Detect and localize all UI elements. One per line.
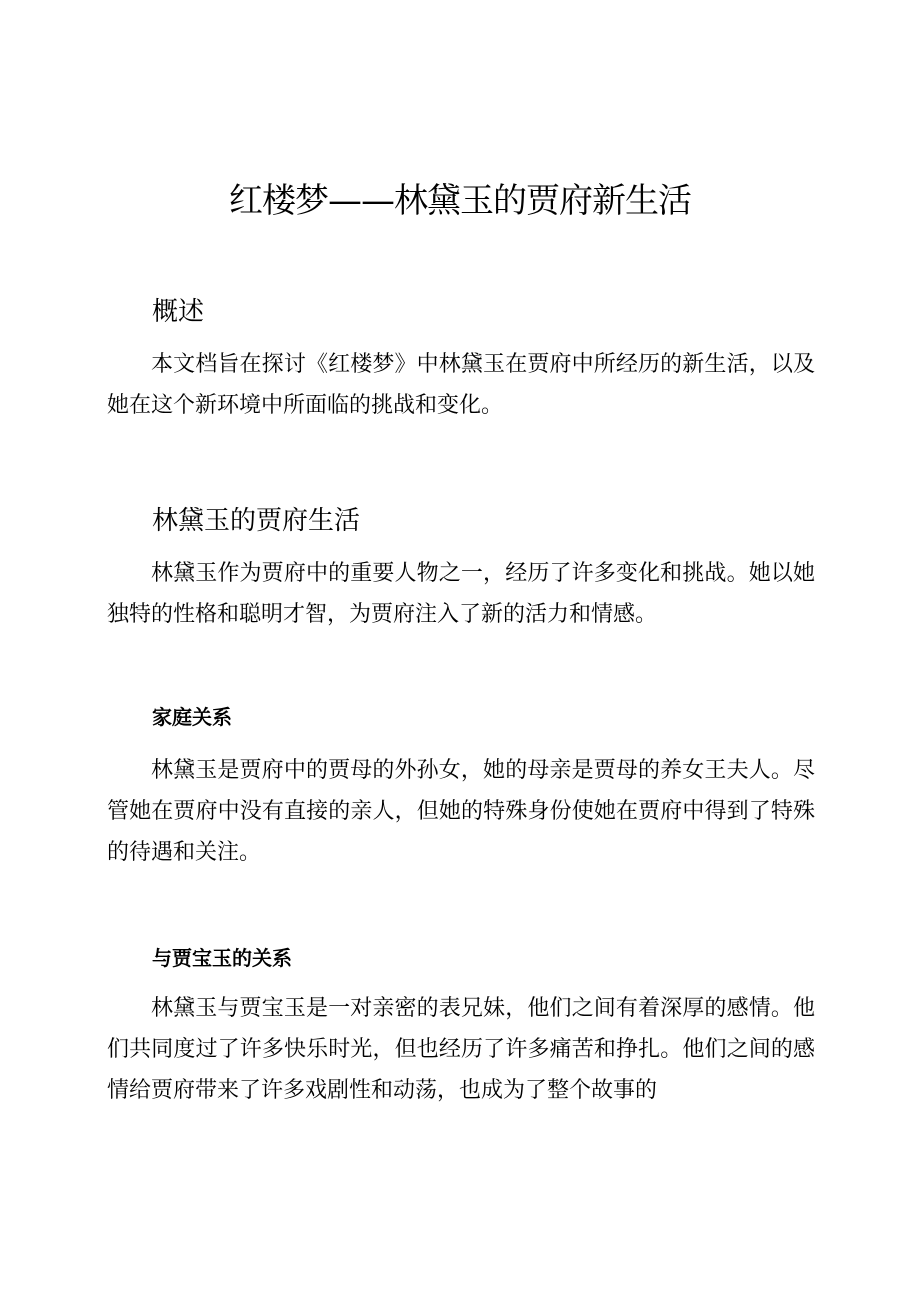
- section-paragraph-family-relations: 林黛玉是贾府中的贾母的外孙女，她的母亲是贾母的养女王夫人。尽管她在贾府中没有直接的亲人，但她的特殊身份使她在贾府中得到了特殊的待遇和关注。: [107, 758, 815, 865]
- section-paragraph-baoyu-relations: 林黛玉与贾宝玉是一对亲密的表兄妹，他们之间有着深厚的感情。他们共同度过了许多快乐时光，但也经历了许多痛苦和挣扎。他们之间的感情给贾府带来了许多戏剧性和动荡，也成为了整个故事的: [107, 996, 815, 1103]
- section-heading-baoyu-relations: 与贾宝玉的关系: [152, 946, 292, 970]
- section-paragraph-jiafu-life: 林黛玉作为贾府中的重要人物之一，经历了许多变化和挑战。她以她独特的性格和聪明才智，为贾府注入了新的活力和情感。: [107, 561, 815, 627]
- section-paragraph-overview: 本文档旨在探讨《红楼梦》中林黛玉在贾府中所经历的新生活，以及她在这个新环境中所面临的挑战和变化。: [107, 352, 815, 418]
- section-heading-jiafu-life: 林黛玉的贾府生活: [152, 506, 361, 536]
- document-title: 红楼梦——林黛玉的贾府新生活: [229, 181, 691, 221]
- section-heading-family-relations: 家庭关系: [152, 705, 232, 729]
- section-heading-overview: 概述: [152, 297, 205, 327]
